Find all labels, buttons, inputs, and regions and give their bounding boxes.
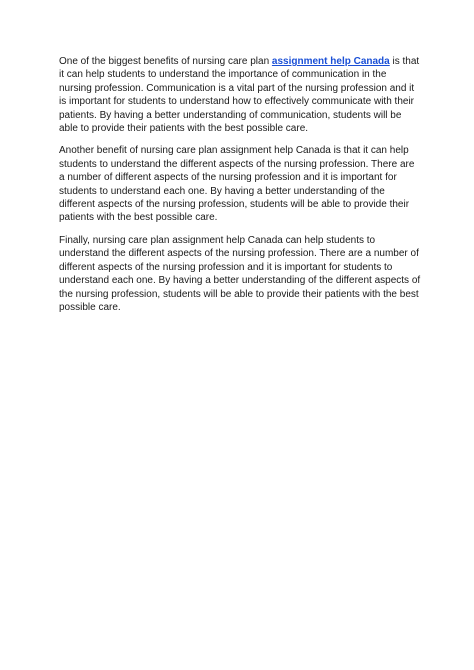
- assignment-help-canada-link[interactable]: assignment help Canada: [271, 56, 390, 67]
- paragraph-1-text-before-link: One of the biggest benefits of nursing care plan: [59, 56, 272, 67]
- paragraph-3: Finally, nursing care plan assignment help Canada can help students to understand the different aspects of the nursing profession. There are a number of different aspects of the nursing profession and it is important for students to understand each one. By having a better understanding of the different aspects of the nursing profession, students will be able to provide their patients with the best possible care.: [59, 234, 421, 313]
- paragraph-2: Another benefit of nursing care plan assignment help Canada is that it can help students to understand the different aspects of the nursing profession. There are a number of different aspects of the nursing profession and it is important for students to understand each one. By having a better understanding of the different aspects of the nursing profession, students will be able to provide their patients with the best possible care.: [59, 145, 415, 224]
- paragraph-1: [59, 55, 421, 135]
- paragraph-1-text-after-link: is that it can help students to understand the importance of communication in the nursing profession. Communication is a vital part of the nursing profession and it is important for students to understand how to effectively communicate with their patients. By having a better understanding of communication, students will be able to provide their patients with the best possible care.: [59, 56, 420, 135]
- document-body: [59, 55, 421, 323]
